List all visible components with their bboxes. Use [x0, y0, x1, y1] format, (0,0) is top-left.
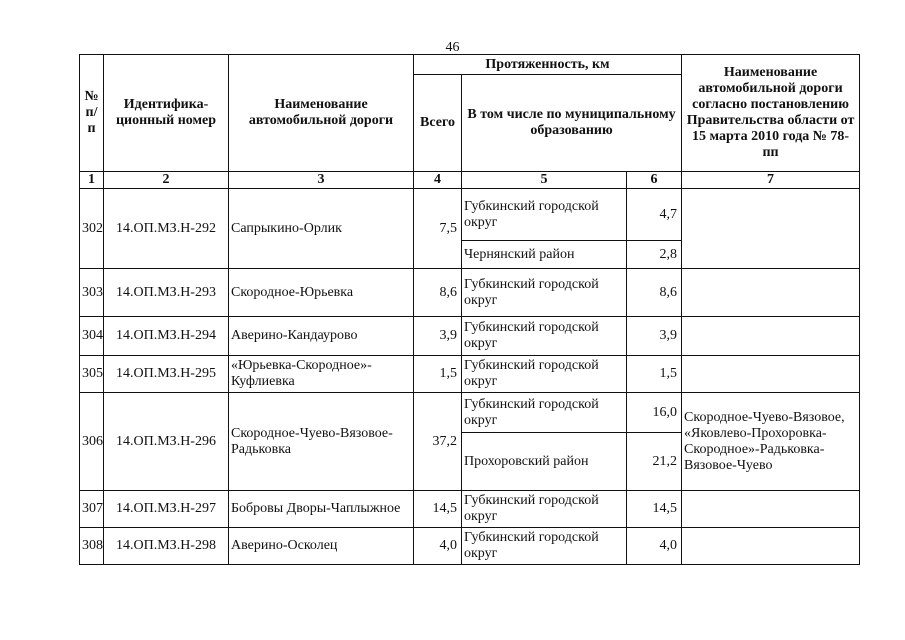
row-municipality-km: 4,0 [627, 528, 682, 565]
table-row [80, 356, 860, 393]
row-decree-name [682, 269, 860, 317]
row-decree-name [682, 491, 860, 528]
column-number: 6 [627, 172, 682, 189]
page-number: 46 [445, 40, 460, 55]
header-decree-name: Наименование автомобильной дороги согласно постановлению Правительства области от 15 марта 2010 года № 78-пп [682, 55, 860, 172]
row-decree-name [682, 356, 860, 393]
column-number: 3 [229, 172, 414, 189]
row-total-km: 3,9 [414, 317, 462, 356]
row-municipality: Губкинский городской округ [462, 393, 627, 433]
row-road-name: Сапрыкино-Орлик [229, 189, 414, 269]
row-num: 304 [80, 317, 104, 356]
column-number: 2 [104, 172, 229, 189]
header-total: Всего [414, 75, 462, 172]
row-road-name: Скородное-Чуево-Вязовое-Радьковка [229, 393, 414, 491]
table-row [80, 189, 860, 241]
column-number: 5 [462, 172, 627, 189]
header-including: В том числе по муниципальному образованию [462, 75, 682, 172]
column-numbers-row [80, 172, 860, 189]
row-municipality: Губкинский городской округ [462, 491, 627, 528]
header-length: Протяженность, км [414, 55, 682, 75]
table-row [80, 393, 860, 433]
row-road-name: Аверино-Осколец [229, 528, 414, 565]
row-id: 14.ОП.МЗ.Н-292 [104, 189, 229, 269]
row-road-name: Скородное-Юрьевка [229, 269, 414, 317]
column-number: 4 [414, 172, 462, 189]
row-total-km: 1,5 [414, 356, 462, 393]
row-num: 308 [80, 528, 104, 565]
row-road-name: «Юрьевка-Скородное»-Куфлиевка [229, 356, 414, 393]
roads-table [79, 54, 860, 565]
row-road-name: Аверино-Кандаурово [229, 317, 414, 356]
row-municipality-km: 1,5 [627, 356, 682, 393]
row-municipality: Губкинский городской округ [462, 528, 627, 565]
row-municipality-km: 16,0 [627, 393, 682, 433]
row-total-km: 7,5 [414, 189, 462, 269]
row-decree-name [682, 528, 860, 565]
row-municipality: Прохоровский район [462, 433, 627, 491]
row-road-name: Бобровы Дворы-Чаплыжное [229, 491, 414, 528]
row-id: 14.ОП.МЗ.Н-294 [104, 317, 229, 356]
row-municipality: Губкинский городской округ [462, 317, 627, 356]
table-row [80, 528, 860, 565]
table-row [80, 491, 860, 528]
row-municipality-km: 14,5 [627, 491, 682, 528]
row-id: 14.ОП.МЗ.Н-298 [104, 528, 229, 565]
row-num: 306 [80, 393, 104, 491]
row-id: 14.ОП.МЗ.Н-297 [104, 491, 229, 528]
row-municipality-km: 3,9 [627, 317, 682, 356]
table-header [80, 55, 860, 189]
row-decree-name: Скородное-Чуево-Вязовое, «Яковлево-Прохоровка-Скородное»-Радьковка-Вязовое-Чуево [682, 393, 860, 491]
row-municipality-km: 2,8 [627, 241, 682, 269]
row-municipality-km: 4,7 [627, 189, 682, 241]
row-id: 14.ОП.МЗ.Н-295 [104, 356, 229, 393]
header-id: Идентифика-ционный номер [104, 55, 229, 172]
row-total-km: 8,6 [414, 269, 462, 317]
row-num: 302 [80, 189, 104, 269]
row-decree-name [682, 189, 860, 269]
row-total-km: 37,2 [414, 393, 462, 491]
table-body [80, 189, 860, 565]
row-total-km: 14,5 [414, 491, 462, 528]
row-municipality: Губкинский городской округ [462, 356, 627, 393]
table-row [80, 269, 860, 317]
row-total-km: 4,0 [414, 528, 462, 565]
table-row [80, 317, 860, 356]
header-road-name: Наименование автомобильной дороги [229, 55, 414, 172]
row-municipality: Чернянский район [462, 241, 627, 269]
row-id: 14.ОП.МЗ.Н-296 [104, 393, 229, 491]
row-id: 14.ОП.МЗ.Н-293 [104, 269, 229, 317]
row-num: 307 [80, 491, 104, 528]
row-decree-name [682, 317, 860, 356]
column-number: 7 [682, 172, 860, 189]
row-num: 303 [80, 269, 104, 317]
row-municipality: Губкинский городской округ [462, 189, 627, 241]
row-num: 305 [80, 356, 104, 393]
row-municipality: Губкинский городской округ [462, 269, 627, 317]
row-municipality-km: 21,2 [627, 433, 682, 491]
header-num: № п/п [80, 55, 104, 172]
column-number: 1 [80, 172, 104, 189]
row-municipality-km: 8,6 [627, 269, 682, 317]
